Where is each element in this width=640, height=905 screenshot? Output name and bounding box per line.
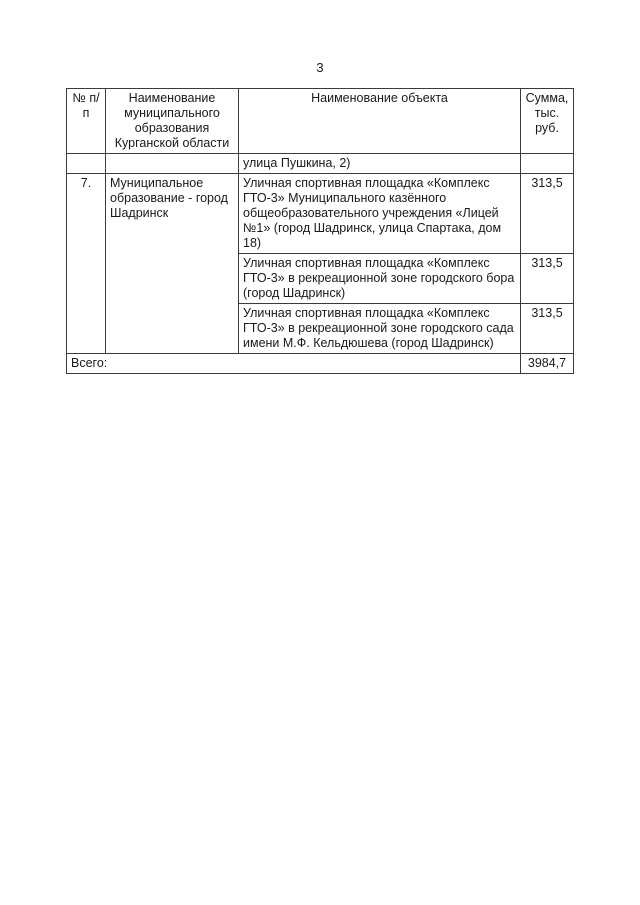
page-number: 3 [316,60,324,75]
continuation-sum-cell [521,154,574,174]
continuation-mun-cell [106,154,239,174]
header-municipality: Наименование муниципального образования Курганской области [106,89,239,154]
table-header-row [67,89,574,154]
object-sum-2: 313,5 [521,254,574,304]
continuation-object-cell: улица Пушкина, 2) [239,154,521,174]
continuation-num-cell [67,154,106,174]
header-object: Наименование объекта [239,89,521,154]
total-row [67,354,574,374]
continuation-row [67,154,574,174]
object-name-3: Уличная спортивная площадка «Комплекс ГТО-3» в рекреационной зоне городского сада имени М.Ф. Кельдюшева (город Шадринск) [239,304,521,354]
total-label: Всего: [67,354,521,374]
header-num: № п/п [67,89,106,154]
object-sum-3: 313,5 [521,304,574,354]
table-row [67,174,574,254]
object-sum-1: 313,5 [521,174,574,254]
object-name-2: Уличная спортивная площадка «Комплекс ГТО-3» в рекреационной зоне городского бора (город Шадринск) [239,254,521,304]
row-num: 7. [67,174,106,354]
allocation-table [66,88,574,374]
object-name-1: Уличная спортивная площадка «Комплекс ГТО-3» Муниципального казённого общеобразовательного учреждения «Лицей №1» (город Шадринск, улица Спартака, дом 18) [239,174,521,254]
total-sum: 3984,7 [521,354,574,374]
row-municipality: Муниципальное образование - город Шадринск [106,174,239,354]
header-sum: Сумма, тыс. руб. [521,89,574,154]
